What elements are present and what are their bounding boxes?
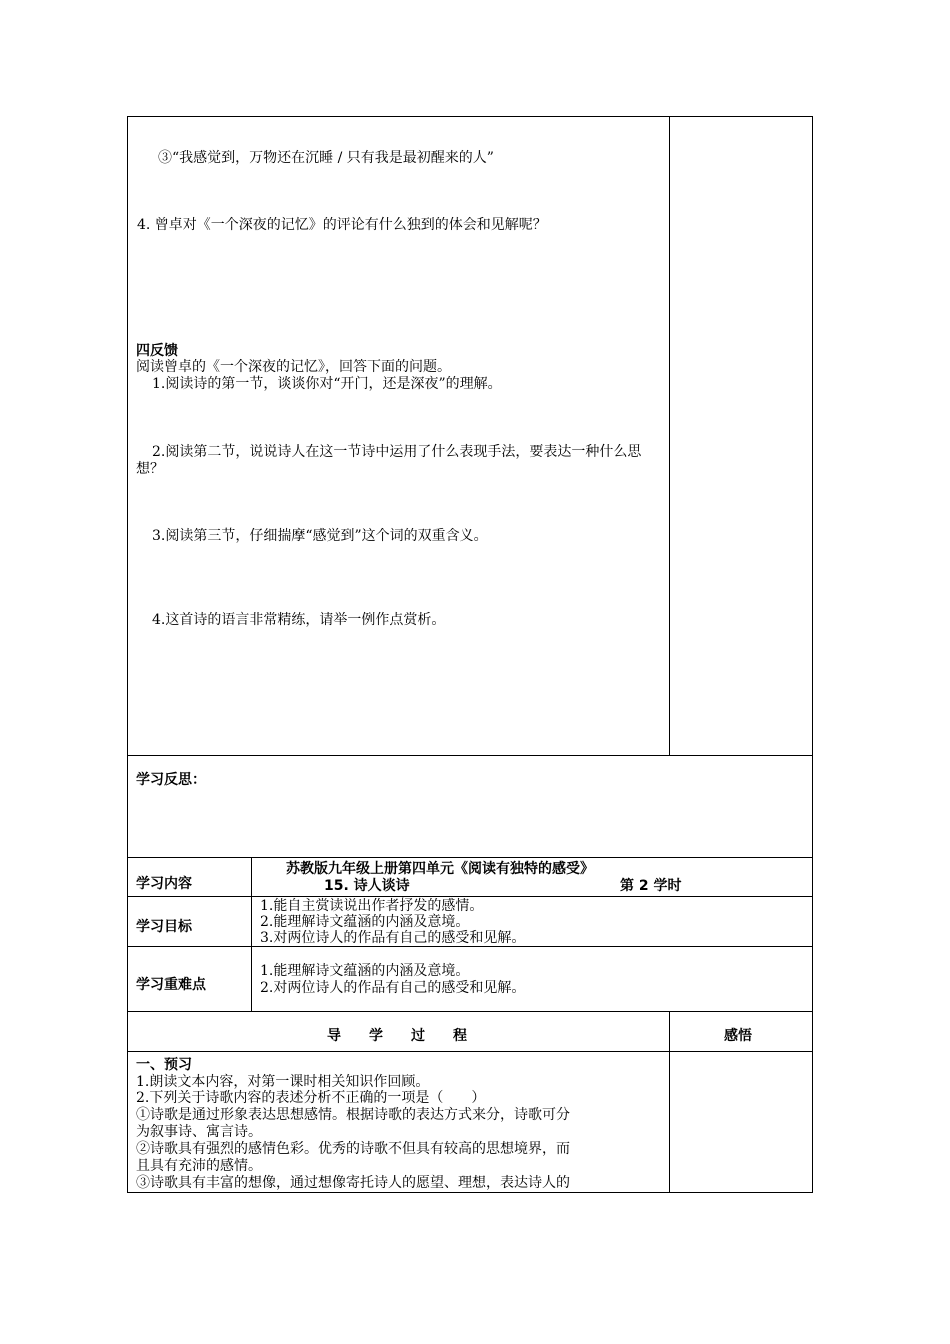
preview-item-2: 2.下列关于诗歌内容的表述分析不正确的一项是（ ） (136, 1090, 486, 1106)
column-divider (251, 857, 252, 1012)
goals-label: 学习目标 (136, 919, 192, 935)
row-divider (127, 946, 813, 947)
quote-item-3: ③“我感觉到，万物还在沉睡 / 只有我是最初醒来的人” (158, 150, 494, 166)
option-3-line-1: ③诗歌具有丰富的想像，通过想像寄托诗人的愿望、理想，表达诗人的 (136, 1175, 570, 1191)
feedback-question-3: 3.阅读第三节，仔细揣摩“感觉到”这个词的双重含义。 (152, 528, 488, 544)
key-point-item: 1.能理解诗文蕴涵的内涵及意境。 (260, 963, 470, 979)
section-4-title: 四反馈 (136, 343, 178, 359)
reflection-label: 学习反思： (136, 772, 206, 788)
option-2-line-2: 且具有充沛的感情。 (136, 1158, 262, 1174)
row-divider (127, 896, 813, 897)
preview-item-1: 1.朗读文本内容，对第一课时相关知识作回顾。 (136, 1074, 430, 1090)
section-4-intro: 阅读曾卓的《一个深夜的记忆》，回答下面的问题。 (136, 359, 451, 375)
preview-title: 一、预习 (136, 1057, 192, 1073)
key-point-item: 2.对两位诗人的作品有自己的感受和见解。 (260, 980, 526, 996)
content-label: 学习内容 (136, 876, 192, 892)
content-unit-title: 苏教版九年级上册第四单元《阅读有独特的感受》 (286, 861, 594, 877)
goal-item: 2.能理解诗文蕴涵的内涵及意境。 (260, 914, 470, 930)
process-header: 导 学 过 程 (327, 1028, 467, 1044)
feedback-question-1: 1.阅读诗的第一节，谈谈你对“开门，还是深夜”的理解。 (152, 376, 502, 392)
row-divider (127, 1051, 813, 1052)
goal-item: 1.能自主赏读说出作者抒发的感情。 (260, 898, 484, 914)
question-4: 4. 曾卓对《一个深夜的记忆》的评论有什么独到的体会和见解呢？ (137, 217, 547, 233)
insight-header: 感悟 (724, 1028, 752, 1044)
row-divider (127, 857, 813, 858)
row-divider (127, 755, 813, 756)
content-lesson-title: 15. 诗人谈诗 (324, 878, 410, 894)
feedback-question-2: 2.阅读第二节，说说诗人在这一节诗中运用了什么表现手法，要表达一种什么思想？ (136, 444, 642, 477)
option-2-line-1: ②诗歌具有强烈的感情色彩。优秀的诗歌不但具有较高的思想境界，而 (136, 1141, 570, 1157)
worksheet-table (127, 116, 813, 1193)
feedback-question-4: 4.这首诗的语言非常精练，请举一例作点赏析。 (152, 612, 446, 628)
content-period: 第 2 学时 (620, 878, 682, 894)
option-1-line-2: 为叙事诗、寓言诗。 (136, 1124, 262, 1140)
row-divider (127, 1011, 813, 1012)
goal-item: 3.对两位诗人的作品有自己的感受和见解。 (260, 930, 526, 946)
column-divider (669, 1011, 670, 1192)
option-1-line-1: ①诗歌是通过形象表达思想感情。根据诗歌的表达方式来分，诗歌可分 (136, 1107, 570, 1123)
column-divider (669, 116, 670, 756)
key-points-label: 学习重难点 (136, 977, 206, 993)
